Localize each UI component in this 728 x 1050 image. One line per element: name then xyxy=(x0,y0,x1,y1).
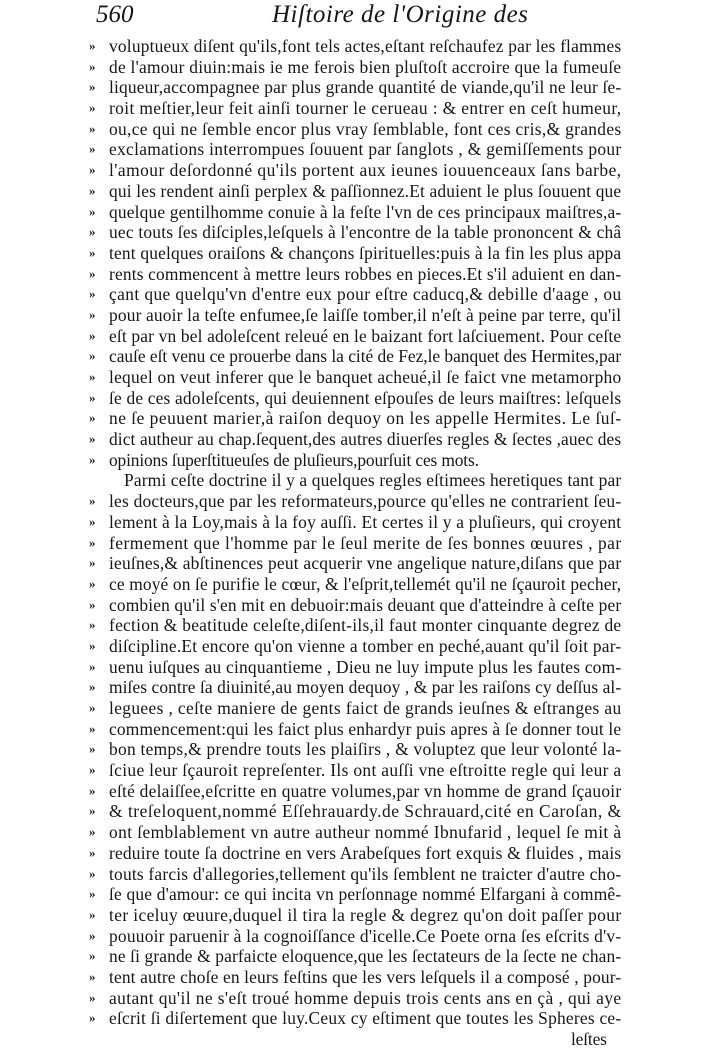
line-text: miſes contre ſa diuinité,au moyen dequoy , & par les raiſons cy deſſus al- xyxy=(109,677,622,698)
quote-marker: » xyxy=(89,410,96,426)
text-line xyxy=(0,429,728,450)
text-line xyxy=(0,822,728,843)
line-text: eſté delaiſſee,eſcritte en quatre volumes,par vn homme de grand ſçauoir xyxy=(109,780,622,801)
line-text: rents commencent à mettre leurs robbes en pieces.Et s'il aduient en dan- xyxy=(109,263,622,284)
quote-marker: » xyxy=(89,244,96,260)
quote-marker: » xyxy=(89,389,96,405)
line-text: uec touts ſes diſciples,leſquels à l'encontre de la table prononcent & châ xyxy=(109,222,622,243)
line-text: quelque gentilhomme conuie à la feſte l'vn de ces principaux maiſtres,a- xyxy=(109,201,622,222)
quote-marker: » xyxy=(89,555,96,571)
quote-marker: » xyxy=(89,637,96,653)
line-text: qui les rendent ainſi perplex & paſſionnez.Et aduient le plus ſouuent que xyxy=(109,180,622,201)
quote-marker: » xyxy=(89,286,96,302)
quote-marker: » xyxy=(89,968,96,984)
running-head: Hiſtoire de l'Origine des xyxy=(272,1,529,28)
quote-marker: » xyxy=(89,762,96,778)
quote-marker: » xyxy=(89,141,96,157)
text-line xyxy=(0,264,728,285)
quote-marker: » xyxy=(89,782,96,798)
line-text: lequel on veut inferer que le banquet acheué,il ſe faict vne metamorpho xyxy=(109,367,622,387)
text-line xyxy=(0,553,728,574)
text-line xyxy=(0,864,728,885)
line-text: voluptueux diſent qu'ils,font tels actes,eſtant reſchaufez par les flammes xyxy=(109,36,622,56)
text-line xyxy=(0,181,728,202)
line-text: ter iceluy œuure,duquel il tira la regle & degrez qu'on doit paſſer pour xyxy=(109,904,622,925)
quote-marker: » xyxy=(89,58,96,74)
line-text: lement à la Loy,mais à la foy auſſi. Et certes il y a pluſieurs, qui croyent xyxy=(109,511,622,532)
quote-marker: » xyxy=(89,493,96,509)
line-text: & treſeloquent,nommé Eſſehrauardy.de Schrauard,cité en Caroſan, & xyxy=(109,801,622,822)
text-line xyxy=(0,202,728,223)
line-text: tent quelques oraiſons & chançons ſpirituelles:puis à la fin les plus appa xyxy=(109,242,622,263)
text-line xyxy=(0,1029,728,1050)
quote-marker: » xyxy=(89,369,96,384)
text-line xyxy=(0,574,728,595)
line-text: bon temps,& prendre touts les plaiſirs , & voluptez que leur volonté la- xyxy=(109,739,622,760)
text-line xyxy=(0,1008,728,1029)
quote-marker: » xyxy=(89,203,96,219)
text-line xyxy=(0,470,728,491)
quote-marker: » xyxy=(89,596,96,612)
text-line xyxy=(0,388,728,409)
text-line xyxy=(0,491,728,512)
quote-marker: » xyxy=(89,741,96,757)
page-number: 560 xyxy=(96,1,134,28)
quote-marker: » xyxy=(89,948,96,964)
line-text: pouuoir paruenir à la cognoiſſance d'icelle.Ce Poete orna ſes eſcrits d'v- xyxy=(109,925,622,946)
text-line xyxy=(0,36,728,57)
text-line xyxy=(0,222,728,243)
quote-marker: » xyxy=(89,451,96,467)
text-line xyxy=(0,926,728,947)
line-text: Parmi ceſte doctrine il y a quelques regles eſtimees heretiques tant par xyxy=(124,470,622,491)
quote-marker: » xyxy=(89,575,96,591)
text-line xyxy=(0,843,728,864)
text-line xyxy=(0,905,728,926)
line-text: commencement:qui les faict plus enhardyr puis apres à ſe donner tout le xyxy=(109,718,622,739)
line-text: ne ſi grande & parfaicte eloquence,que les ſectateurs de la ſecte ne chan- xyxy=(109,946,622,967)
text-line xyxy=(0,615,728,636)
quote-marker: » xyxy=(89,182,96,198)
text-line xyxy=(0,719,728,740)
quote-marker: » xyxy=(89,1010,96,1026)
text-line xyxy=(0,408,728,429)
line-text: tent autre choſe en leurs feſtins que les vers leſquels il a composé , pour- xyxy=(109,966,622,987)
quote-marker: » xyxy=(89,306,96,322)
line-text: de l'amour diuin:mais ie me ferois bien pluſtoſt accroire que la fumeuſe xyxy=(109,56,622,77)
text-line xyxy=(0,967,728,988)
text-line xyxy=(0,57,728,78)
quote-marker: » xyxy=(89,431,96,447)
text-line xyxy=(0,739,728,760)
text-line xyxy=(0,450,728,471)
quote-marker: » xyxy=(89,720,96,736)
text-line xyxy=(0,677,728,698)
text-line xyxy=(0,119,728,140)
text-line xyxy=(0,760,728,781)
line-text: ou,ce qui ne ſemble encor plus vray ſemblable, font ces cris,& grandes xyxy=(109,118,622,139)
quote-marker: » xyxy=(89,865,96,881)
text-line xyxy=(0,160,728,181)
text-line xyxy=(0,326,728,347)
text-line xyxy=(0,77,728,98)
line-text: çant que quelqu'vn d'entre eux pour eſtre caducq,& debille d'aage , ou xyxy=(109,284,622,305)
line-text: ne ſe peuuent marier,à raiſon dequoy on les appelle Hermites. Le ſuſ- xyxy=(109,408,622,429)
quote-marker: » xyxy=(89,534,96,550)
quote-marker: » xyxy=(89,906,96,922)
line-text: liqueur,accompagnee par plus grande quantité de viande,qu'il ne leur ſe- xyxy=(109,77,622,98)
body-text xyxy=(0,36,728,1050)
line-text: dict autheur au chap.ſequent,des autres diuerſes regles & ſectes ,auec des xyxy=(109,429,622,450)
line-text: ſciue leur ſçauroit repreſenter. Ils ont auſſi vne eſtroitte regle qui leur a xyxy=(109,760,622,781)
line-text: cauſe eſt venu ce prouerbe dans la cité de Fez,le banquet des Hermites,par xyxy=(109,346,622,367)
line-text: pour auoir la teſte enfumee,ſe laiſſe tomber,il n'eſt à peine par terre, qu'il xyxy=(109,304,622,325)
text-line xyxy=(0,305,728,326)
line-text: reduire toute ſa doctrine en vers Arabeſques fort exquis & fluides , mais xyxy=(109,842,622,863)
line-text: touts farcis d'allegories,tellement qu'ils ſemblent ne traicter d'autre cho- xyxy=(109,863,622,884)
text-line xyxy=(0,988,728,1009)
line-text: l'amour deſordonné qu'ils portent aux ieunes iouuenceaux ſans barbe, xyxy=(109,160,622,181)
text-line xyxy=(0,284,728,305)
quote-marker: » xyxy=(89,824,96,840)
line-text: ce moyé on ſe purifie le cœur, & l'eſprit,tellemét qu'il ne ſçauroit pecher, xyxy=(109,573,622,594)
quote-marker: » xyxy=(89,79,96,95)
text-line xyxy=(0,139,728,160)
quote-marker: » xyxy=(89,617,96,633)
text-line xyxy=(0,698,728,719)
quote-marker: » xyxy=(89,658,96,674)
quote-marker: » xyxy=(89,803,96,819)
text-line xyxy=(0,946,728,967)
text-line xyxy=(0,636,728,657)
text-line xyxy=(0,884,728,905)
line-text: ieuſnes,& abſtinences peut acquerir vne angelique nature,diſans que par xyxy=(109,553,622,574)
quote-marker: » xyxy=(89,265,96,281)
quote-marker: » xyxy=(89,327,96,343)
line-text: autant qu'il ne s'eſt troué homme depuis trois cents ans en çà , qui aye xyxy=(109,987,622,1008)
line-text: fection & beatitude celeſte,diſent-ils,il faut monter cinquante degrez de xyxy=(109,615,622,636)
quote-marker: » xyxy=(89,38,96,53)
line-text: leſtes xyxy=(571,1029,607,1049)
line-text: eſt par vn bel adoleſcent releué en le baizant fort laſciuement. Pour ceſte xyxy=(109,325,622,346)
quote-marker: » xyxy=(89,100,96,116)
text-line xyxy=(0,346,728,367)
text-line xyxy=(0,98,728,119)
line-text: exclamations interrompues ſouuent par ſanglots , & gemiſſements pour xyxy=(109,139,622,160)
quote-marker: » xyxy=(89,162,96,178)
text-line xyxy=(0,595,728,616)
text-line xyxy=(0,367,728,388)
line-text: uenu iuſques au cinquantieme , Dieu ne luy impute plus les fautes com- xyxy=(109,656,622,677)
quote-marker: » xyxy=(89,120,96,136)
quote-marker: » xyxy=(89,886,96,902)
text-line xyxy=(0,801,728,822)
line-text: combien qu'il s'en mit en debuoir:mais deuant que d'atteindre à ceſte per xyxy=(109,594,622,615)
text-line xyxy=(0,533,728,554)
text-line xyxy=(0,512,728,533)
quote-marker: » xyxy=(89,224,96,240)
line-text: ont ſemblablement vn autre autheur nommé Ibnufarid , lequel ſe mit à xyxy=(109,822,622,843)
quote-marker: » xyxy=(89,927,96,943)
line-text: eſcrit ſi diſertement que luy.Ceux cy eſtiment que toutes les Spheres ce- xyxy=(109,1008,622,1029)
line-text: ſe que d'amour: ce qui incita vn perſonnage nommé Elfargani à commê- xyxy=(109,884,622,905)
line-text: fermement que l'homme par le ſeul merite de ſes bonnes œuures , par xyxy=(109,532,622,553)
line-text: opinions ſuperſtitueuſes de pluſieurs,pourſuit ces mots. xyxy=(109,449,479,470)
quote-marker: » xyxy=(89,844,96,860)
line-text: ſe de ces adoleſcents, qui deuiennent eſpouſes de leurs maiſtres: leſquels xyxy=(109,387,622,408)
text-line xyxy=(0,781,728,802)
quote-marker: » xyxy=(89,679,96,695)
quote-marker: » xyxy=(89,700,96,715)
line-text: diſcipline.Et encore qu'on vienne a tomber en peché,auant qu'il ſoit par- xyxy=(109,635,622,656)
text-line xyxy=(0,657,728,678)
quote-marker: » xyxy=(89,348,96,364)
line-text: roit meſtier,leur feit ainſi tourner le cerueau : & entrer en ceſt humeur, xyxy=(109,98,622,119)
page-header xyxy=(96,1,656,31)
text-line xyxy=(0,243,728,264)
quote-marker: » xyxy=(89,513,96,529)
line-text: leguees , ceſte maniere de gents faict de grands ieuſnes & eſtranges au xyxy=(109,698,622,718)
line-text: les docteurs,que par les reformateurs,pource qu'elles ne contrarient ſeu- xyxy=(109,491,622,512)
quote-marker: » xyxy=(89,989,96,1005)
